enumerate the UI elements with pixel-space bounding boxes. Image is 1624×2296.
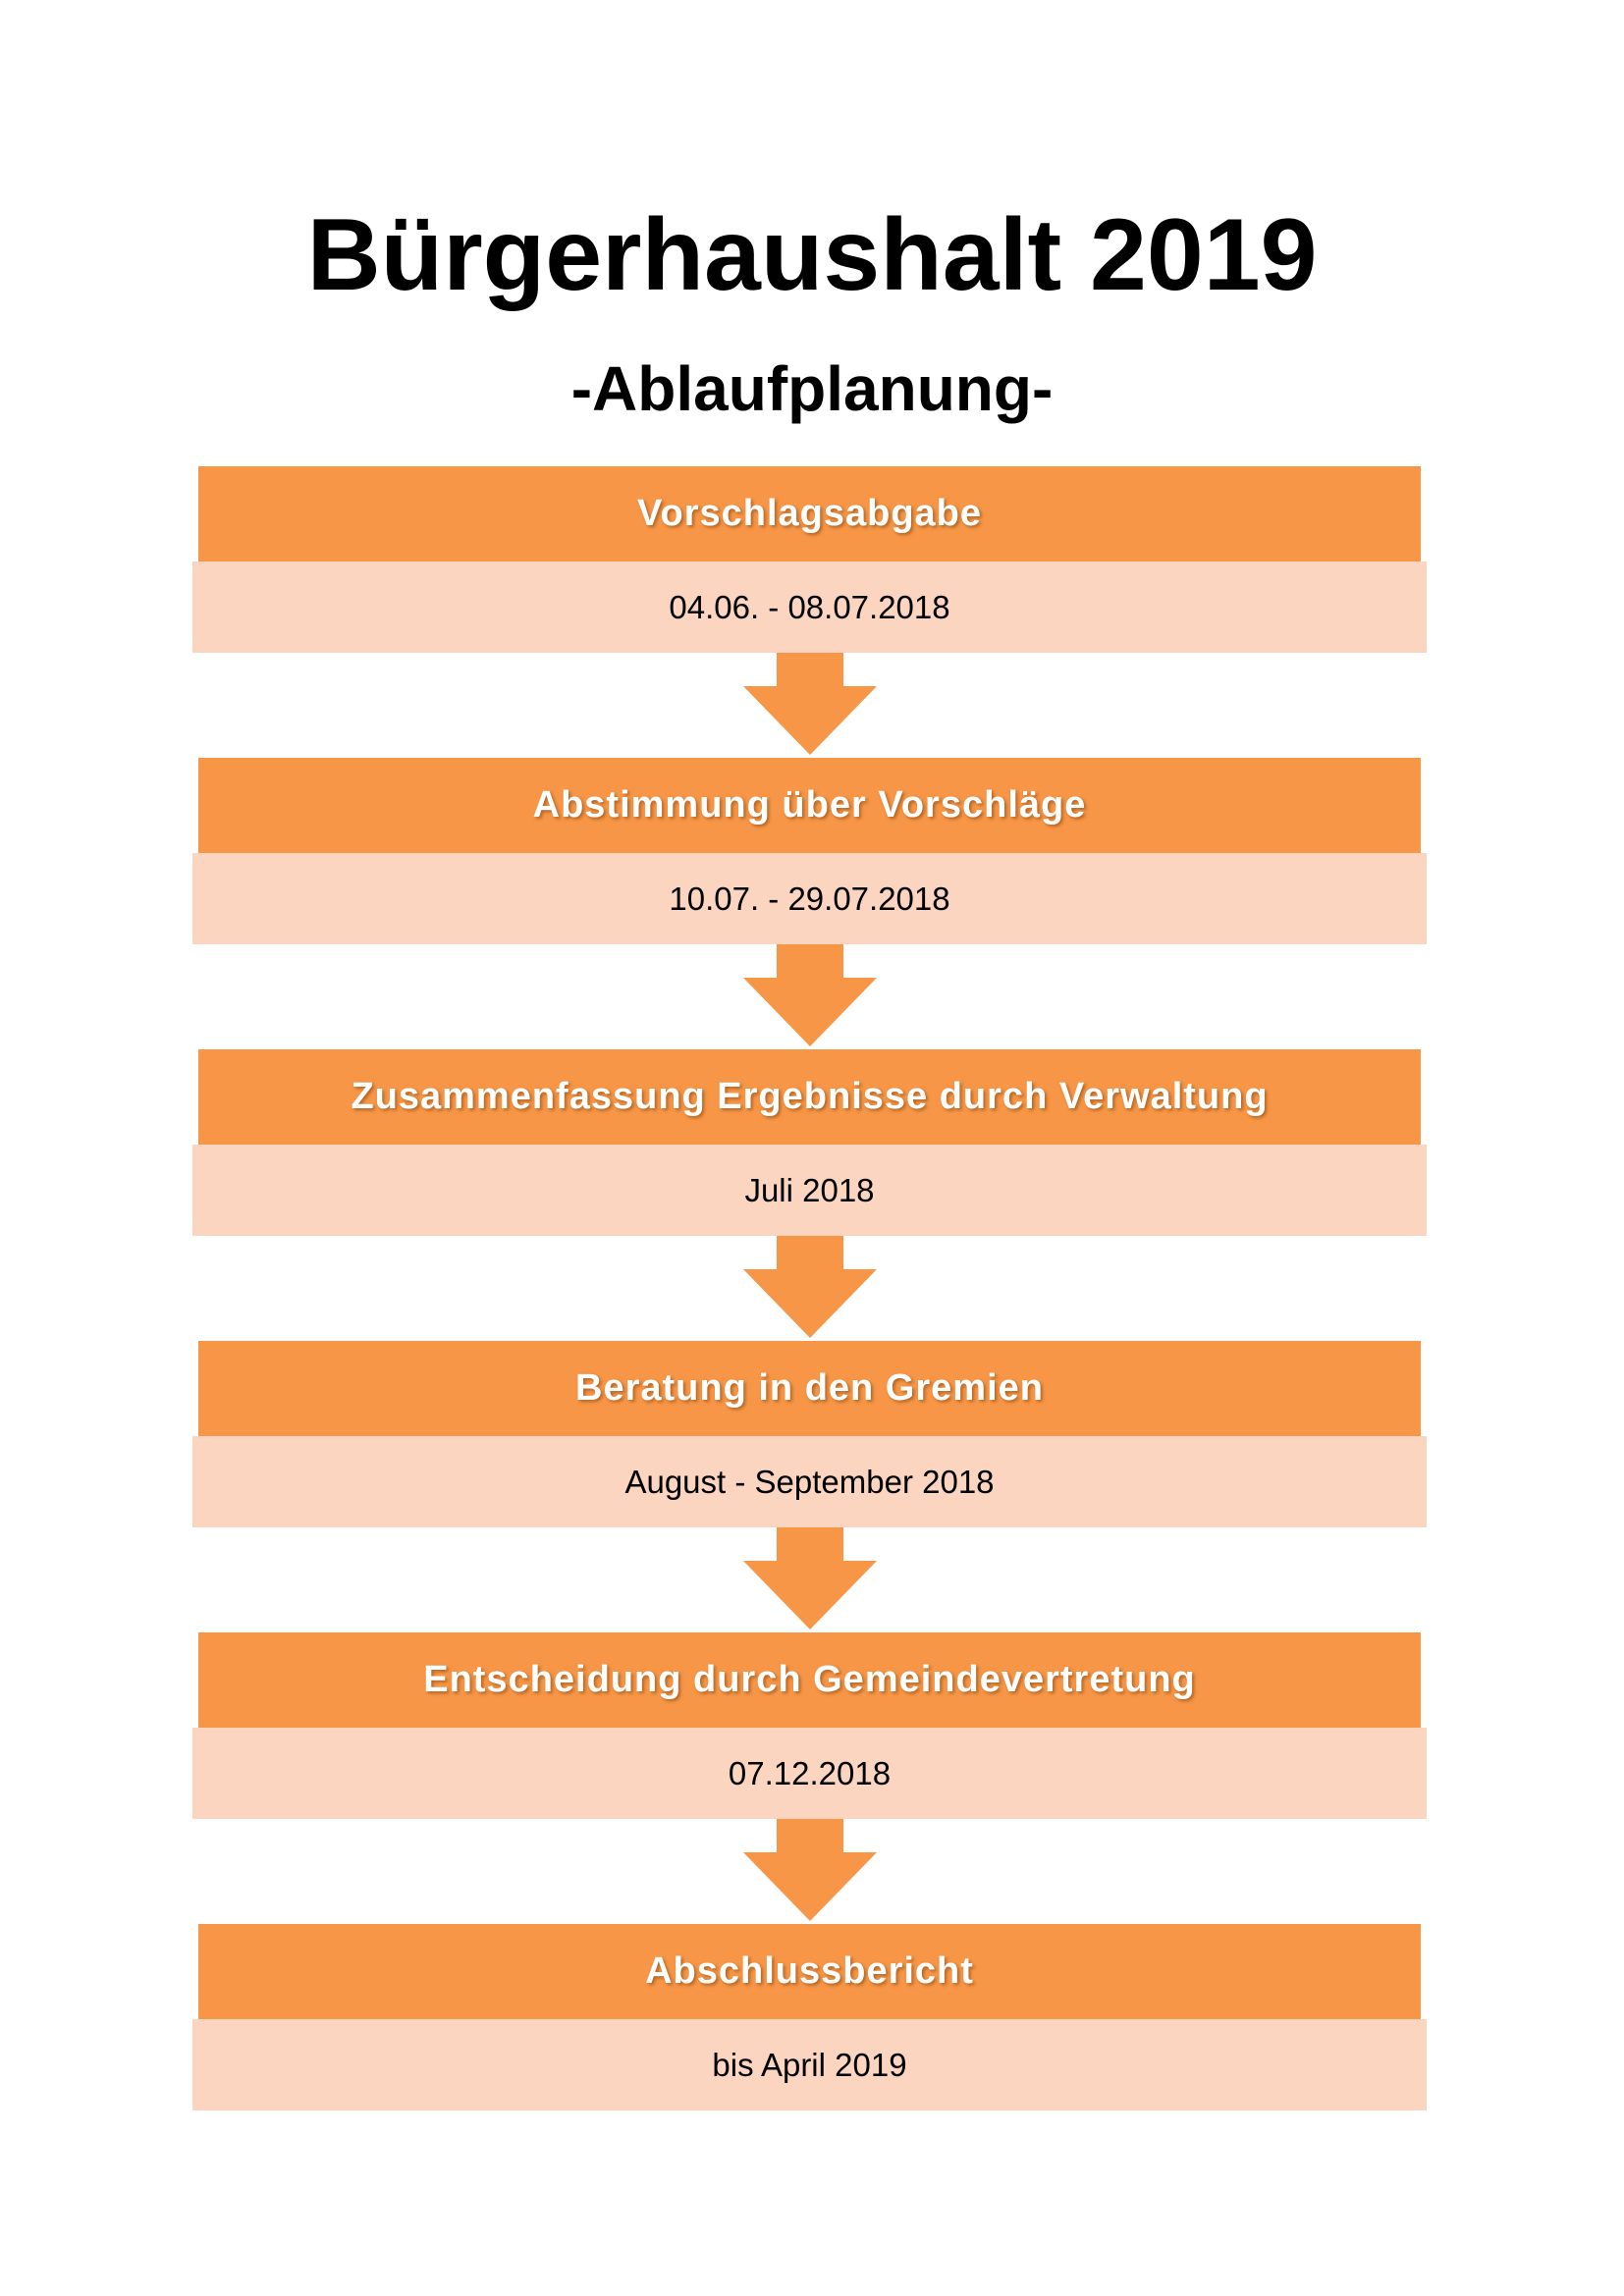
flow-step [192,758,1427,944]
step-title: Entscheidung durch Gemeindevertretung [198,1632,1421,1728]
flow-step [192,466,1427,653]
down-arrow-icon [192,653,1427,758]
step-date: 04.06. - 08.07.2018 [192,561,1427,653]
flow-step [192,1924,1427,2110]
step-title: Abschlussbericht [198,1924,1421,2019]
step-date: August - September 2018 [192,1436,1427,1527]
down-arrow-icon [192,944,1427,1049]
process-flow [192,466,1427,2110]
step-date: Juli 2018 [192,1145,1427,1236]
step-date: bis April 2019 [192,2019,1427,2110]
down-arrow-icon [192,1819,1427,1924]
step-date: 07.12.2018 [192,1728,1427,1819]
step-title: Abstimmung über Vorschläge [198,758,1421,853]
step-title: Vorschlagsabgabe [198,466,1421,561]
step-title: Zusammenfassung Ergebnisse durch Verwaltung [198,1049,1421,1145]
flow-step [192,1341,1427,1527]
flow-step [192,1632,1427,1819]
step-title: Beratung in den Gremien [198,1341,1421,1436]
page-title: Bürgerhaushalt 2019 [306,198,1318,312]
down-arrow-icon [192,1527,1427,1632]
down-arrow-icon [192,1236,1427,1341]
step-date: 10.07. - 29.07.2018 [192,853,1427,944]
flow-step [192,1049,1427,1236]
page-subtitle: -Ablaufplanung- [570,353,1054,424]
